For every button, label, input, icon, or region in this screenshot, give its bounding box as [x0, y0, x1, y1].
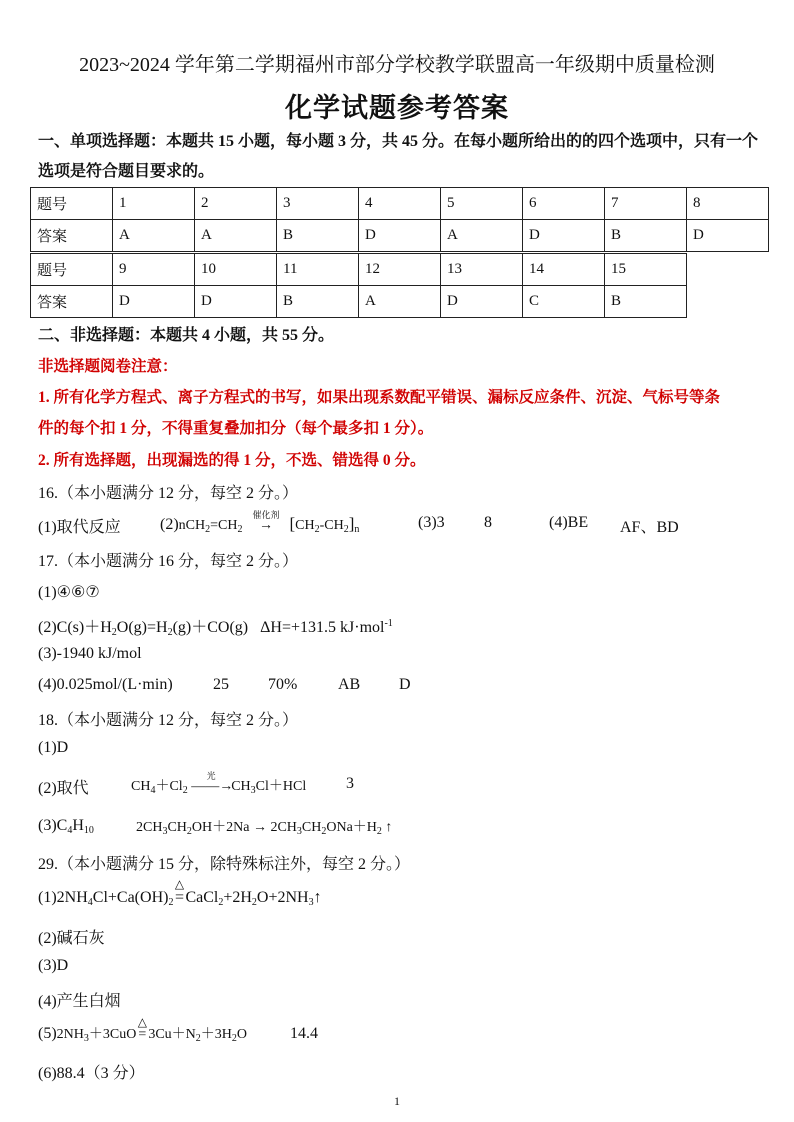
q18-heading: 18.（本小题满分 12 分，每空 2 分。）	[38, 712, 299, 729]
table-cell: 2	[195, 188, 277, 220]
chlorination-equation: $CH_4+Cl_2$ 光 $——\to CH_3Cl+HCl$	[131, 771, 307, 796]
polymerization-equation: $nCH_2=CH_2$ 催化剂 → $[CH_2-CH_2]_n$	[178, 510, 360, 535]
q18-answer-3-label: (3)C	[38, 817, 68, 834]
table-cell: C	[523, 286, 605, 318]
section1-line1: 一、单项选择题：本题共 15 小题，每小题 3 分，共 45 分。在每小题所给出的的四个选项中，只有一个	[38, 133, 759, 150]
table-row-answer	[31, 220, 769, 252]
light-condition-label: 光	[206, 771, 216, 781]
q29-heading: 29.（本小题满分 15 分，除特殊标注外，每空 2 分。）	[38, 856, 411, 873]
q29-answer-5: $(5)2NH_3+3CuO$ △ = $3Cu+N_2+3H_2O$	[38, 1015, 248, 1044]
table-cell: D	[523, 220, 605, 252]
enthalpy-value: ΔH=+131.5 kJ·mol	[260, 619, 385, 636]
q29-answer-2: (2)碱石灰	[38, 930, 105, 947]
section1-line2: 选项是符合题目要求的。	[38, 163, 215, 180]
table-cell: A	[195, 220, 277, 252]
table-row-answer	[31, 286, 687, 318]
table-cell: 12	[359, 254, 441, 286]
q16-answer-3: (3)3	[418, 514, 445, 531]
q29-answer-1-label: (1)2NH	[38, 889, 88, 906]
table-cell: 15	[605, 254, 687, 286]
table-cell: B	[277, 286, 359, 318]
q16-answer-3b: 8	[484, 514, 492, 531]
q17-answer-2: $(2)C(s)+H_2O(g)=H_2(g)+CO(g)$ ΔH=+131.5 kJ·mol$^{-1}$	[38, 618, 393, 638]
q16-answer-2	[160, 510, 360, 535]
table-cell: D	[687, 220, 769, 252]
q17-heading: 17.（本小题满分 16 分，每空 2 分。）	[38, 553, 299, 570]
q29-answer-1: $(1)2NH_4Cl+Ca(OH)_2$ △ $=CaCl_2+2H_2O+2NH_3↑$	[38, 877, 322, 908]
q17-answer-4-percent: 70%	[268, 676, 298, 693]
table-row-question	[31, 188, 769, 220]
table-cell: 11	[277, 254, 359, 286]
q16-answer-4: (4)BE	[549, 514, 589, 531]
q17-answer-4-value: 25	[213, 676, 229, 693]
q18-answer-2: (2)取代	[38, 780, 89, 797]
table-cell: 3	[277, 188, 359, 220]
table-cell: A	[113, 220, 195, 252]
q18-answer-2-number: 3	[346, 775, 354, 792]
q17-answer-4-choice-1: AB	[338, 676, 361, 693]
answer-table-1	[30, 187, 769, 252]
section2-heading: 二、非选择题：本题共 4 小题，共 55 分。	[38, 327, 335, 344]
ethanol-sodium-equation: $2CH_3CH_2OH+2Na \to 2CH_3CH_2ONa+H_2$ ↑	[136, 820, 393, 837]
q17-answer-4-choice-2: D	[399, 676, 411, 693]
page-number: 1	[394, 1094, 400, 1108]
q17-answer-4-rate: (4)0.025mol/(L·min)	[38, 676, 173, 693]
table-label-question: 题号	[31, 254, 113, 286]
table-label-question: 题号	[31, 188, 113, 220]
table-cell: 7	[605, 188, 687, 220]
q17-answer-1: (1)④⑥⑦	[38, 584, 100, 601]
q29-answer-5-number: 14.4	[290, 1025, 318, 1042]
q29-answer-6: (6)88.4（3 分）	[38, 1065, 145, 1082]
table-cell: 9	[113, 254, 195, 286]
table-cell: B	[605, 286, 687, 318]
table-label-answer: 答案	[31, 220, 113, 252]
q16-answer-1: (1)取代反应	[38, 519, 121, 536]
enthalpy-exponent: -1	[384, 618, 393, 629]
table-cell: 5	[441, 188, 523, 220]
table-cell: 6	[523, 188, 605, 220]
table-cell: A	[359, 286, 441, 318]
q17-answer-3: (3)-1940 kJ/mol	[38, 645, 142, 662]
q16-answer-4b: AF、BD	[620, 519, 679, 536]
answer-table-2	[30, 253, 687, 318]
table-cell: 4	[359, 188, 441, 220]
table-cell: 10	[195, 254, 277, 286]
table-label-answer: 答案	[31, 286, 113, 318]
table-cell: B	[605, 220, 687, 252]
table-cell: 13	[441, 254, 523, 286]
page-title: 化学试题参考答案	[285, 93, 509, 123]
q18-answer-3: $(3)C_4H_{10}$	[38, 817, 94, 836]
note-2: 2. 所有选择题，出现漏选的得 1 分，不选、错选得 0 分。	[38, 452, 426, 469]
catalyst-label: 催化剂	[252, 510, 280, 520]
q18-answer-1: (1)D	[38, 739, 69, 756]
table-cell: 14	[523, 254, 605, 286]
table-cell: 8	[687, 188, 769, 220]
table-cell: D	[359, 220, 441, 252]
q29-answer-3: (3)D	[38, 957, 69, 974]
table-cell: B	[277, 220, 359, 252]
note-1-line2: 件的每个扣 1 分，不得重复叠加扣分（每个最多扣 1 分）。	[38, 420, 434, 437]
note-1-line1: 1. 所有化学方程式、离子方程式的书写，如果出现系数配平错误、漏标反应条件、沉淀、气标号等条	[38, 389, 721, 406]
notes-heading: 非选择题阅卷注意：	[38, 358, 178, 375]
q29-answer-5-label: (5)	[38, 1025, 57, 1042]
q16-answer-2-label: (2)	[160, 516, 179, 533]
table-cell: A	[441, 220, 523, 252]
q16-heading: 16.（本小题满分 12 分，每空 2 分。）	[38, 485, 299, 502]
table-cell: 1	[113, 188, 195, 220]
table-cell: D	[441, 286, 523, 318]
table-cell: D	[113, 286, 195, 318]
table-row-question	[31, 254, 687, 286]
table-cell: D	[195, 286, 277, 318]
q29-answer-4: (4)产生白烟	[38, 993, 121, 1010]
exam-header: 2023~2024 学年第二学期福州市部分学校教学联盟高一年级期中质量检测	[79, 54, 715, 76]
